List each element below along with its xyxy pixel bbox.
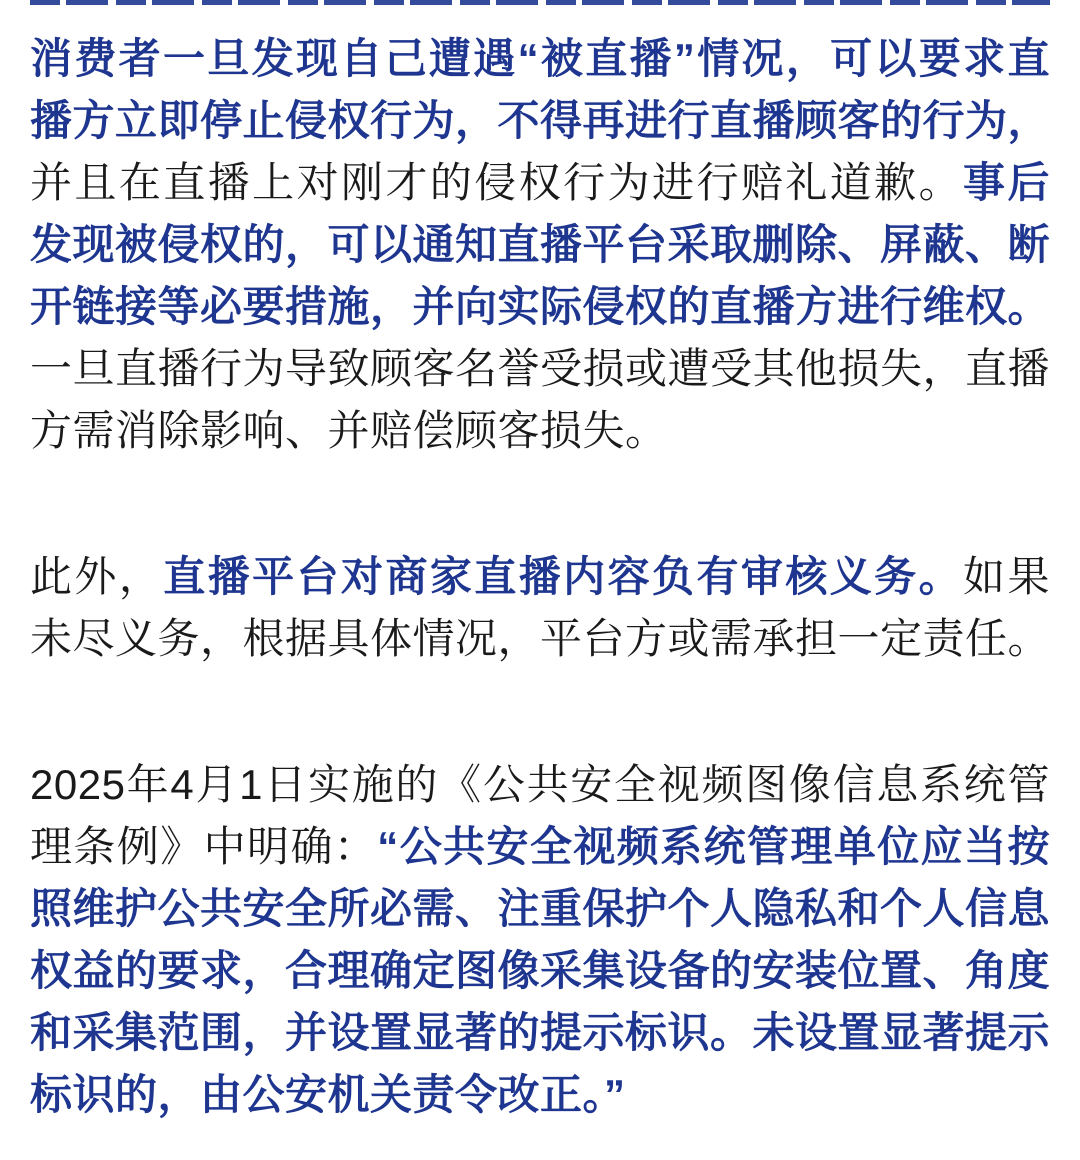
paragraph-regulation-2025 <box>30 754 1050 1126</box>
paragraph-platform-duty <box>30 546 1050 670</box>
text-segment: 此外， <box>30 553 164 600</box>
text-segment: 如果未尽义务，根据具体情况，平台方或需承担一定责任。 <box>30 553 1051 662</box>
text-segment: 事后发现被侵权的，可以通知直播平台采取删除、屏蔽、断开链接等必要措施，并向实际侵权的直播方进行维权。 <box>30 159 1051 330</box>
text-segment: 消费者一旦发现自己遭遇“被直播”情况，可以要求直播方立即停止侵权行为，不得再进行直播顾客的行为， <box>30 35 1051 144</box>
text-segment: 并且在直播上对刚才的侵权行为进行赔礼道歉。 <box>30 159 964 206</box>
text-segment: 2025年4月1日实施的《公共安全视频图像信息系统管理条例》中明确： <box>30 761 1050 870</box>
text-segment: 一旦直播行为导致顾客名誉受损或遭受其他损失，直播方需消除影响、并赔偿顾客损失。 <box>30 345 1051 454</box>
text-segment: “公共安全视频系统管理单位应当按照维护公共安全所必需、注重保护个人隐私和个人信息权益的要求，合理确定图像采集设备的安装位置、角度和采集范围，并设置显著的提示标识。未设置显著提示标识的，由公安机关责令改正。” <box>30 823 1051 1118</box>
paragraph-consumer-rights <box>30 28 1050 462</box>
text-segment: 直播平台对商家直播内容负有审核义务。 <box>163 553 964 600</box>
